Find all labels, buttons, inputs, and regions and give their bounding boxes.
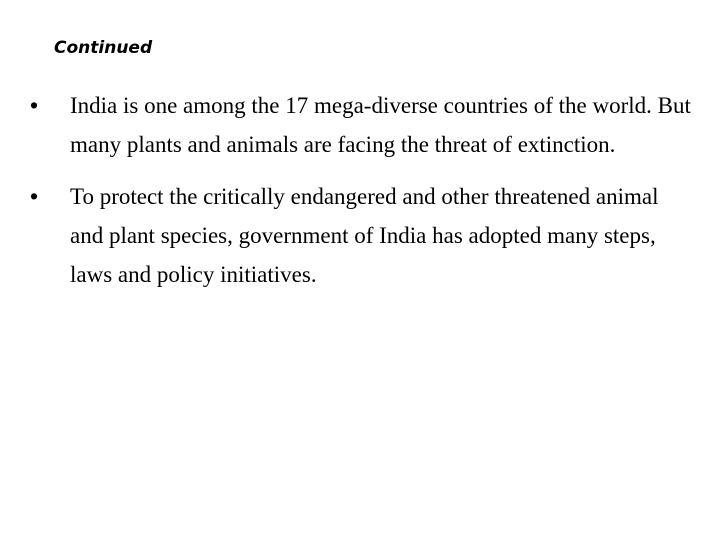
bullet-icon: • bbox=[30, 183, 39, 209]
bullet-text: To protect the critically endangered and other threatened animal and plant species, government of India has adopted many steps, laws and policy initiatives. bbox=[70, 184, 659, 287]
list-item bbox=[30, 86, 695, 164]
bullet-icon: • bbox=[30, 92, 39, 118]
bullet-text: India is one among the 17 mega-diverse countries of the world. But many plants and animals are facing the threat of extinction. bbox=[70, 93, 691, 157]
bullet-list bbox=[30, 86, 695, 307]
list-item bbox=[30, 177, 695, 294]
slide-title: Continued bbox=[54, 38, 153, 58]
